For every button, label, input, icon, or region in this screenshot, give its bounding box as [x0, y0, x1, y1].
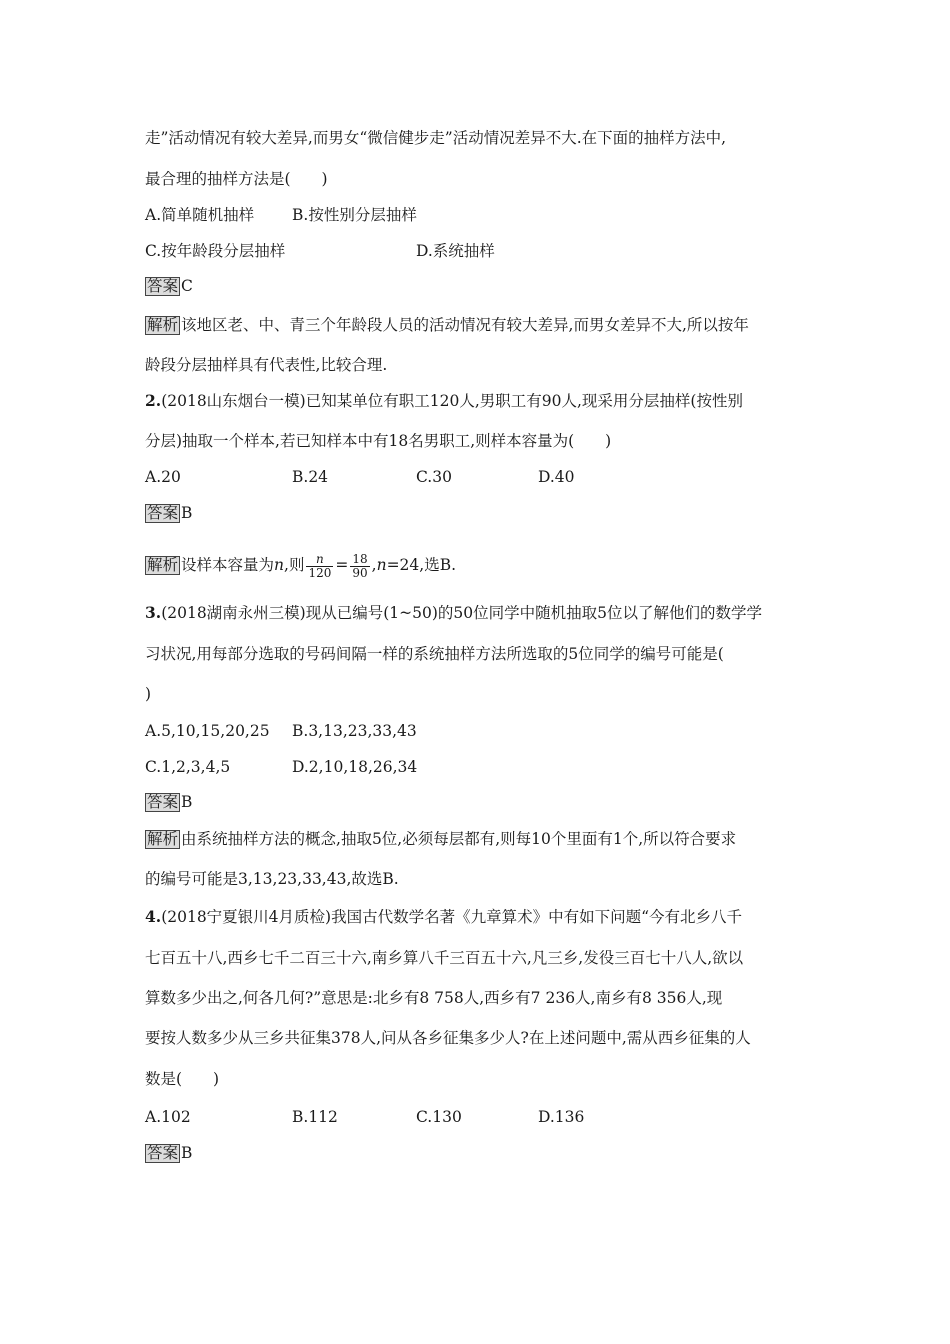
q2-option-b: B.24	[292, 468, 329, 486]
analysis-label: 解析	[147, 556, 179, 574]
q1-option-b: B.按性别分层抽样	[292, 206, 417, 224]
q2-option-d: D.40	[538, 468, 575, 486]
answer-value: B	[181, 504, 193, 522]
q2-option-c: C.30	[416, 468, 452, 486]
fraction-denominator: 120	[308, 565, 332, 580]
q1-option-a: A.简单随机抽样	[145, 206, 255, 224]
q4-stem-line4: 要按人数多少从三乡共征集378人,问从各乡征集多少人?在上述问题中,需从西乡征集的人	[145, 1029, 751, 1047]
q1-option-d: D.系统抽样	[416, 242, 495, 260]
answer-label: 答案	[147, 277, 179, 295]
q4-option-c: C.130	[416, 1108, 462, 1126]
q4-stem-line2: 七百五十八,西乡七千二百三十六,南乡算八千三百五十六,凡三乡,发役三百七十八人,欲以	[145, 949, 744, 967]
q3-option-a: A.5,10,15,20,25	[145, 722, 270, 740]
answer-value: B	[181, 1144, 193, 1162]
analysis-then: ,则	[284, 556, 305, 574]
variable-n: n	[274, 556, 285, 574]
q2-stem-line1	[145, 391, 743, 411]
answer-label: 答案	[147, 1144, 179, 1162]
q3-stem-line1	[145, 603, 762, 623]
question-number: 2.	[145, 391, 162, 410]
fraction-numerator: 18	[352, 551, 368, 566]
q4-answer	[145, 1143, 192, 1163]
stem-text: (2018湖南永州三模)现从已编号(1~50)的50位同学中随机抽取5位以了解他们的数学学	[161, 604, 762, 622]
fraction-18-over-90	[350, 553, 369, 580]
q3-option-b: B.3,13,23,33,43	[292, 722, 417, 740]
analysis-comma: ,	[371, 556, 377, 574]
q4-stem-line3: 算数多少出之,何各几何?”意思是:北乡有8 758人,西乡有7 236人,南乡有8 356人,现	[145, 989, 723, 1007]
analysis-text-pre: 设样本容量为	[181, 556, 275, 574]
q1-stem-line1: 走”活动情况有较大差异,而男女“微信健步走”活动情况差异不大.在下面的抽样方法中,	[145, 129, 727, 147]
stem-text: (2018山东烟台一模)已知某单位有职工120人,男职工有90人,现采用分层抽样(按性别	[161, 392, 743, 410]
q3-option-c: C.1,2,3,4,5	[145, 758, 231, 776]
q4-stem-line1	[145, 907, 742, 927]
analysis-text: 该地区老、中、青三个年龄段人员的活动情况有较大差异,而男女差异不大,所以按年	[181, 316, 749, 334]
q3-analysis-line2: 的编号可能是3,13,23,33,43,故选B.	[145, 870, 399, 888]
question-number: 3.	[145, 603, 162, 622]
analysis-tail: =24,选B.	[386, 556, 457, 574]
q3-stem-line3: )	[145, 685, 152, 703]
fraction-numerator: n	[306, 553, 333, 567]
q1-analysis-line1	[145, 315, 749, 335]
fraction-n-over-120	[306, 553, 333, 580]
analysis-label: 解析	[147, 316, 179, 334]
stem-text: (2018宁夏银川4月质检)我国古代数学名著《九章算术》中有如下问题“今有北乡八千	[161, 908, 743, 926]
variable-n: n	[376, 556, 387, 574]
q4-option-a: A.102	[145, 1108, 191, 1126]
answer-label: 答案	[147, 793, 179, 811]
q1-analysis-line2: 龄段分层抽样具有代表性,比较合理.	[145, 356, 388, 374]
q3-answer	[145, 792, 192, 812]
analysis-text: 由系统抽样方法的概念,抽取5位,必须每层都有,则每10个里面有1个,所以符合要求	[181, 830, 737, 848]
analysis-label: 解析	[147, 830, 179, 848]
q1-option-c: C.按年龄段分层抽样	[145, 242, 286, 260]
question-number: 4.	[145, 907, 162, 926]
q1-stem-line2: 最合理的抽样方法是( )	[145, 170, 328, 188]
fraction-denominator: 90	[352, 565, 368, 580]
answer-label: 答案	[147, 504, 179, 522]
q2-option-a: A.20	[145, 468, 181, 486]
q4-option-d: D.136	[538, 1108, 585, 1126]
equals-sign: =	[335, 556, 349, 574]
q3-analysis-line1	[145, 829, 736, 849]
q4-option-b: B.112	[292, 1108, 338, 1126]
answer-value: C	[181, 277, 193, 295]
q3-stem-line2: 习状况,用每部分选取的号码间隔一样的系统抽样方法所选取的5位同学的编号可能是(	[145, 645, 724, 663]
q2-analysis	[145, 550, 456, 580]
q4-stem-line5: 数是( )	[145, 1070, 220, 1088]
q3-option-d: D.2,10,18,26,34	[292, 758, 418, 776]
answer-value: B	[181, 793, 193, 811]
q2-answer	[145, 503, 192, 523]
q2-stem-line2: 分层)抽取一个样本,若已知样本中有18名男职工,则样本容量为( )	[145, 432, 612, 450]
q1-answer	[145, 276, 193, 296]
